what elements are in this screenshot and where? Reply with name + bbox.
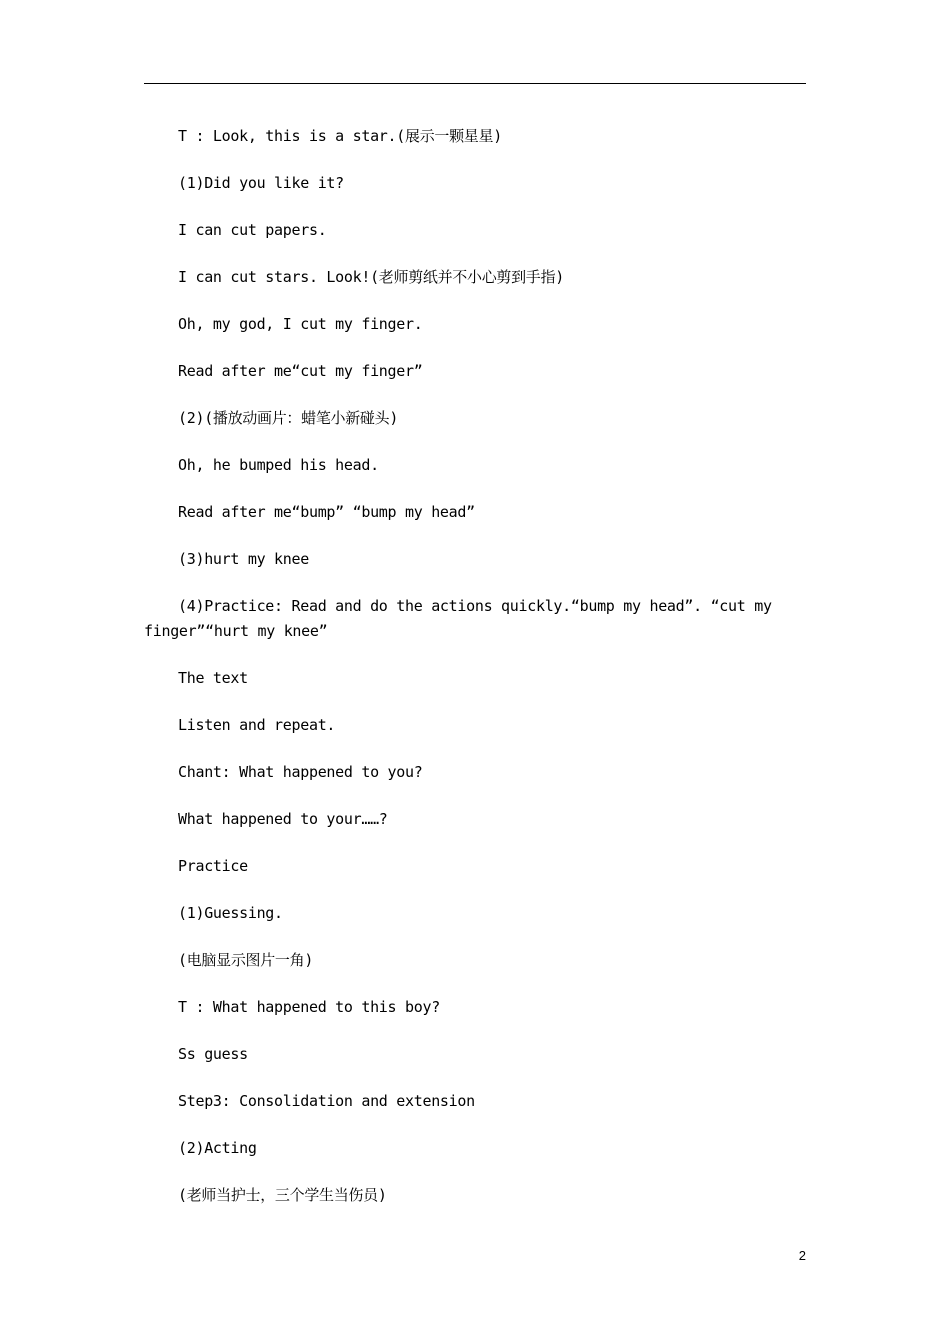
- paragraph: Listen and repeat.: [178, 716, 336, 734]
- paragraph: Read after me“bump” “bump my head”: [178, 503, 475, 521]
- paragraph: What happened to your……?: [178, 810, 388, 828]
- paragraph: (2)(播放动画片：蜡笔小新碰头): [178, 409, 399, 427]
- paragraph: I can cut papers.: [178, 221, 327, 239]
- paragraph: Practice: [178, 857, 248, 875]
- paragraph: Ss guess: [178, 1045, 248, 1063]
- paragraph: (3)hurt my knee: [178, 550, 309, 568]
- paragraph: Chant: What happened to you?: [178, 763, 423, 781]
- paragraph: The text: [178, 669, 248, 687]
- paragraph: Oh, my god, I cut my finger.: [178, 315, 423, 333]
- header-rule: [144, 83, 806, 84]
- paragraph: I can cut stars. Look!(老师剪纸并不小心剪到手指): [178, 268, 564, 286]
- page-number: 2: [798, 1248, 806, 1263]
- paragraph: (1)Did you like it?: [178, 174, 344, 192]
- paragraph: (2)Acting: [178, 1139, 257, 1157]
- paragraph: (老师当护士，三个学生当伤员): [178, 1186, 387, 1204]
- paragraph: (1)Guessing.: [178, 904, 283, 922]
- paragraph: (4)Practice: Read and do the actions quickly.“bump my head”. “cut my finger”“hurt my knee”: [144, 597, 781, 640]
- paragraph: T : Look, this is a star.(展示一颗星星): [178, 127, 502, 145]
- paragraph: T : What happened to this boy?: [178, 998, 440, 1016]
- paragraph: Read after me“cut my finger”: [178, 362, 423, 380]
- paragraph: Step3: Consolidation and extension: [178, 1092, 475, 1110]
- paragraph: (电脑显示图片一角): [178, 951, 314, 969]
- document-body: [144, 124, 806, 1230]
- paragraph: Oh, he bumped his head.: [178, 456, 379, 474]
